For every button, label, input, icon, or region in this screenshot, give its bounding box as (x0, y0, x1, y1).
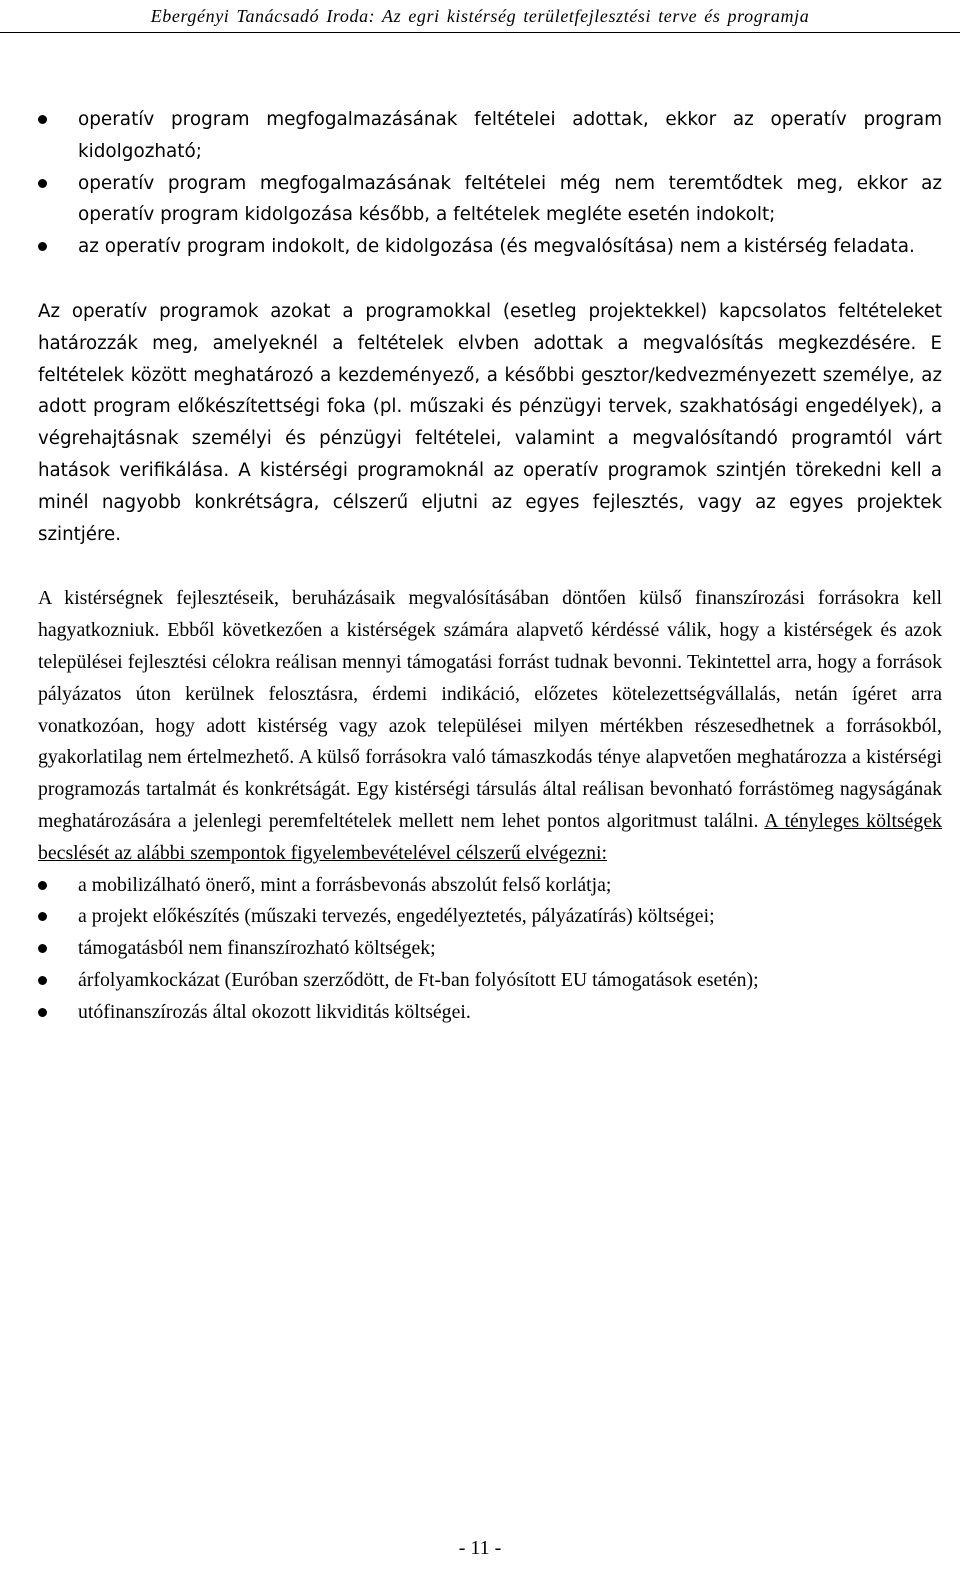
operative-programs-paragraph: Az operatív programok azokat a programokkal (esetleg projektekkel) kapcsolatos feltételeket határozzák meg, amelyeknél a feltételek elvben adottak a megvalósítás megkezdésére. E feltételek között meghatározó a kezdeményező, a későbbi gesztor/kedvezményezett személye, az adott program előkészítettségi foka (pl. műszaki és pénzügyi tervek, szakhatósági engedélyek), a végrehajtásnak személyi és pénzügyi feltételei, valamint a megvalósítandó programtól várt hatások verifikálása. A kistérségi programoknál az operatív programok szintjén törekedni kell a minél nagyobb konkrétságra, célszerű eljutni az egyes fejlesztés, vagy az egyes projektek szintjére. (38, 300, 942, 545)
list-item-text: a projekt előkészítés (műszaki tervezés, engedélyeztetés, pályázatírás) költségei; (78, 905, 715, 928)
list-item (38, 231, 942, 263)
list-item-text: az operatív program indokolt, de kidolgozása (és megvalósítása) nem a kistérség feladata. (78, 236, 915, 258)
page-number: - 11 - (458, 1537, 502, 1559)
list-item-text: támogatásból nem finanszírozható költségek; (78, 937, 436, 960)
list-item (38, 870, 942, 902)
bullet-icon (38, 881, 47, 890)
external-funding-paragraph (38, 583, 942, 869)
list-item (38, 933, 942, 965)
list-item-text: árfolyamkockázat (Euróban szerződött, de Ft-ban folyósított EU támogatások esetén); (78, 968, 759, 991)
paragraph-text: A kistérségnek fejlesztéseik, beruházásaik megvalósításában döntően külső finanszírozási forrásokra kell hagyatkozniuk. Ebből következően a kistérségek számára alapvető kérdéssé válik, hogy a kistérségek és azok települései fejlesztési célokra reálisan mennyi támogatási forrást tudnak bevonni. Tekintettel arra, hogy a források pályázatos úton kerülnek felosztásra, érdemi indikáció, előzetes kötelezettségvállalás, netán ígéret arra vonatkozóan, hogy adott kistérség vagy azok települései milyen mértékben részesedhetnek a forrásokból, gyakorlatilag nem értelmezhető. A külső forrásokra való támaszkodás ténye alapvetően meghatározza a kistérségi programozás tartalmát és konkrétságát. Egy kistérségi társulás által reálisan bevonható forrástömeg nagyságának meghatározására a jelenlegi peremfeltételek mellett nem lehet pontos algoritmust találni. (38, 587, 942, 832)
operative-conditions-list (38, 104, 942, 263)
bullet-icon (38, 976, 47, 985)
bullet-icon (38, 115, 47, 124)
bullet-icon (38, 242, 47, 251)
bullet-icon (38, 179, 47, 188)
page-header: Ebergényi Tanácsadó Iroda: Az egri kistérség területfejlesztési terve és programja (0, 0, 960, 33)
list-item-text: operatív program megfogalmazásának feltételei adottak, ekkor az operatív program kidolgozható; (78, 109, 942, 162)
cost-estimation-list (38, 870, 942, 1029)
bullet-icon (38, 912, 47, 921)
bullet-icon (38, 944, 47, 953)
page-content (38, 104, 942, 1029)
list-item-text: utófinanszírozás által okozott likviditás költségei. (78, 1000, 471, 1023)
list-item-text: operatív program megfogalmazásának feltételei még nem teremtődtek meg, ekkor az operatív program kidolgozása később, a feltételek megléte esetén indokolt; (78, 172, 942, 226)
list-item-text: a mobilizálható önerő, mint a forrásbevonás abszolút felső korlátja; (78, 873, 612, 896)
underlined-sentence: A tényleges költségek becslését az alábbi szempontok figyelembevételével célszerű elvégezni: (38, 809, 942, 864)
list-item (38, 168, 942, 232)
bullet-icon (38, 1008, 47, 1017)
list-item (38, 997, 942, 1029)
list-item (38, 104, 942, 168)
list-item (38, 901, 942, 933)
list-item (38, 965, 942, 997)
